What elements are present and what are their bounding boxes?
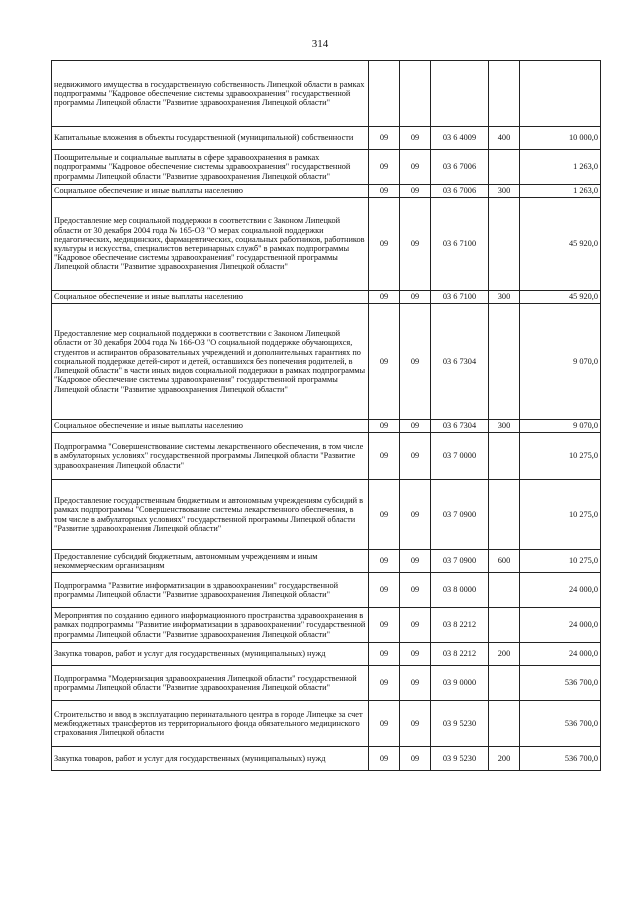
- row-amount: 24 000,0: [520, 643, 601, 666]
- table-row: [52, 480, 601, 550]
- row-amount: 536 700,0: [520, 666, 601, 701]
- table-row: [52, 304, 601, 420]
- table-row: [52, 643, 601, 666]
- row-name: Предоставление мер социальной поддержки в соответствии с Законом Липецкой области от 30 декабря 2004 года № 165-ОЗ "О мерах социальной поддержки педагогических, медицинских, фармацевтических, социальных работников, работников культуры и искусства, специалистов ветеринарных служб" в рамках подпрограммы "Кадровое обеспечение системы здравоохранения" государственной программы Липецкой области "Развитие здравоохранения Липецкой области": [52, 198, 369, 291]
- row-csr: [431, 61, 489, 127]
- row-pr: 09: [400, 747, 431, 771]
- table-row: [52, 701, 601, 747]
- row-csr: 03 6 7100: [431, 198, 489, 291]
- table-row: [52, 198, 601, 291]
- row-rz: 09: [369, 304, 400, 420]
- row-name: Подпрограмма "Развитие информатизации в здравоохранении" государственной программы Липецкой области "Развитие здравоохранения Липецкой области": [52, 573, 369, 608]
- row-name: Строительство и ввод в эксплуатацию перинатального центра в городе Липецке за счет межбюджетных трансфертов из территориального фонда обязательного медицинского страхования Липецкой области: [52, 701, 369, 747]
- row-vr: [489, 198, 520, 291]
- row-pr: 09: [400, 127, 431, 150]
- row-vr: 300: [489, 420, 520, 433]
- row-amount: 24 000,0: [520, 573, 601, 608]
- row-rz: 09: [369, 185, 400, 198]
- row-pr: [400, 61, 431, 127]
- row-amount: 10 000,0: [520, 127, 601, 150]
- row-rz: 09: [369, 291, 400, 304]
- row-amount: 1 263,0: [520, 150, 601, 185]
- row-pr: 09: [400, 291, 431, 304]
- budget-table: [51, 60, 601, 771]
- row-amount: 9 070,0: [520, 420, 601, 433]
- row-rz: 09: [369, 747, 400, 771]
- table-row: [52, 747, 601, 771]
- row-vr: [489, 701, 520, 747]
- row-rz: 09: [369, 643, 400, 666]
- row-pr: 09: [400, 608, 431, 643]
- row-name: Социальное обеспечение и иные выплаты населению: [52, 291, 369, 304]
- row-name: недвижимого имущества в государственную собственность Липецкой области в рамках подпрограммы "Кадровое обеспечение системы здравоохранения" государственной программы Липецкой области "Развитие здравоохранения Липецкой области": [52, 61, 369, 127]
- row-amount: 10 275,0: [520, 433, 601, 480]
- row-vr: [489, 61, 520, 127]
- row-rz: 09: [369, 198, 400, 291]
- row-pr: 09: [400, 550, 431, 573]
- row-csr: 03 6 7304: [431, 304, 489, 420]
- row-vr: 200: [489, 747, 520, 771]
- row-vr: [489, 433, 520, 480]
- table-row: [52, 61, 601, 127]
- row-pr: 09: [400, 433, 431, 480]
- row-name: Подпрограмма "Модернизация здравоохранения Липецкой области" государственной программы Липецкой области "Развитие здравоохранения Липецкой области": [52, 666, 369, 701]
- row-vr: 400: [489, 127, 520, 150]
- row-rz: 09: [369, 701, 400, 747]
- row-amount: 45 920,0: [520, 291, 601, 304]
- row-name: Закупка товаров, работ и услуг для государственных (муниципальных) нужд: [52, 643, 369, 666]
- row-pr: 09: [400, 185, 431, 198]
- row-rz: [369, 61, 400, 127]
- row-amount: 536 700,0: [520, 701, 601, 747]
- row-name: Социальное обеспечение и иные выплаты населению: [52, 420, 369, 433]
- row-vr: [489, 573, 520, 608]
- row-pr: 09: [400, 420, 431, 433]
- row-name: Поощрительные и социальные выплаты в сфере здравоохранения в рамках подпрограммы "Кадровое обеспечение системы здравоохранения" государственной программы Липецкой области "Развитие здравоохранения Липецкой области": [52, 150, 369, 185]
- table-row: [52, 550, 601, 573]
- row-csr: 03 6 7006: [431, 185, 489, 198]
- row-csr: 03 6 4009: [431, 127, 489, 150]
- table-row: [52, 185, 601, 198]
- row-amount: [520, 61, 601, 127]
- row-csr: 03 8 2212: [431, 643, 489, 666]
- row-rz: 09: [369, 127, 400, 150]
- table-row: [52, 608, 601, 643]
- table-row: [52, 433, 601, 480]
- table-row: [52, 573, 601, 608]
- row-pr: 09: [400, 701, 431, 747]
- row-name: Предоставление субсидий бюджетным, автономным учреждениям и иным некоммерческим организациям: [52, 550, 369, 573]
- row-amount: 45 920,0: [520, 198, 601, 291]
- row-rz: 09: [369, 480, 400, 550]
- row-vr: [489, 304, 520, 420]
- row-pr: 09: [400, 573, 431, 608]
- row-rz: 09: [369, 573, 400, 608]
- row-name: Предоставление государственным бюджетным и автономным учреждениям субсидий в рамках подпрограммы "Совершенствование системы лекарственного обеспечения, в том числе в амбулаторных условиях" государственной программы Липецкой области "Развитие здравоохранения Липецкой области": [52, 480, 369, 550]
- row-vr: 300: [489, 185, 520, 198]
- row-pr: 09: [400, 643, 431, 666]
- row-vr: 300: [489, 291, 520, 304]
- row-csr: 03 8 0000: [431, 573, 489, 608]
- row-csr: 03 7 0000: [431, 433, 489, 480]
- row-csr: 03 8 2212: [431, 608, 489, 643]
- row-pr: 09: [400, 480, 431, 550]
- row-csr: 03 7 0900: [431, 550, 489, 573]
- table-row: [52, 666, 601, 701]
- row-vr: [489, 150, 520, 185]
- row-name: Закупка товаров, работ и услуг для государственных (муниципальных) нужд: [52, 747, 369, 771]
- row-name: Мероприятия по созданию единого информационного пространства здравоохранения в рамках подпрограммы "Развитие информатизации в здравоохранении" государственной программы Липецкой области "Развитие здравоохранения Липецкой области": [52, 608, 369, 643]
- row-name: Капитальные вложения в объекты государственной (муниципальной) собственности: [52, 127, 369, 150]
- row-csr: 03 9 5230: [431, 747, 489, 771]
- row-amount: 1 263,0: [520, 185, 601, 198]
- row-csr: 03 9 0000: [431, 666, 489, 701]
- row-vr: 200: [489, 643, 520, 666]
- row-vr: 600: [489, 550, 520, 573]
- row-rz: 09: [369, 608, 400, 643]
- row-name: Социальное обеспечение и иные выплаты населению: [52, 185, 369, 198]
- row-csr: 03 6 7100: [431, 291, 489, 304]
- budget-table-body: [52, 61, 601, 771]
- row-amount: 10 275,0: [520, 550, 601, 573]
- row-name: Подпрограмма "Совершенствование системы лекарственного обеспечения, в том числе в амбулаторных условиях" государственной программы Липецкой области "Развитие здравоохранения Липецкой области": [52, 433, 369, 480]
- table-row: [52, 150, 601, 185]
- row-name: Предоставление мер социальной поддержки в соответствии с Законом Липецкой области от 30 декабря 2004 года № 166-ОЗ "О социальной поддержке обучающихся, студентов и аспирантов образовательных учреждений и дополнительных гарантиях по социальной поддержке детей-сирот и детей, оставшихся без попечения родителей, в Липецкой области" в части иных видов социальной поддержки в рамках подпрограммы "Кадровое обеспечение системы здравоохранения" государственной программы Липецкой области "Развитие здравоохранения Липецкой области": [52, 304, 369, 420]
- row-amount: 24 000,0: [520, 608, 601, 643]
- row-pr: 09: [400, 198, 431, 291]
- row-amount: 9 070,0: [520, 304, 601, 420]
- table-row: [52, 127, 601, 150]
- row-csr: 03 9 5230: [431, 701, 489, 747]
- row-vr: [489, 480, 520, 550]
- row-rz: 09: [369, 433, 400, 480]
- row-csr: 03 7 0900: [431, 480, 489, 550]
- row-rz: 09: [369, 550, 400, 573]
- table-row: [52, 291, 601, 304]
- row-amount: 10 275,0: [520, 480, 601, 550]
- row-pr: 09: [400, 150, 431, 185]
- row-csr: 03 6 7304: [431, 420, 489, 433]
- row-csr: 03 6 7006: [431, 150, 489, 185]
- row-amount: 536 700,0: [520, 747, 601, 771]
- page-number: 314: [311, 38, 329, 50]
- row-vr: [489, 666, 520, 701]
- row-rz: 09: [369, 666, 400, 701]
- row-pr: 09: [400, 304, 431, 420]
- row-rz: 09: [369, 150, 400, 185]
- table-row: [52, 420, 601, 433]
- row-rz: 09: [369, 420, 400, 433]
- row-pr: 09: [400, 666, 431, 701]
- row-vr: [489, 608, 520, 643]
